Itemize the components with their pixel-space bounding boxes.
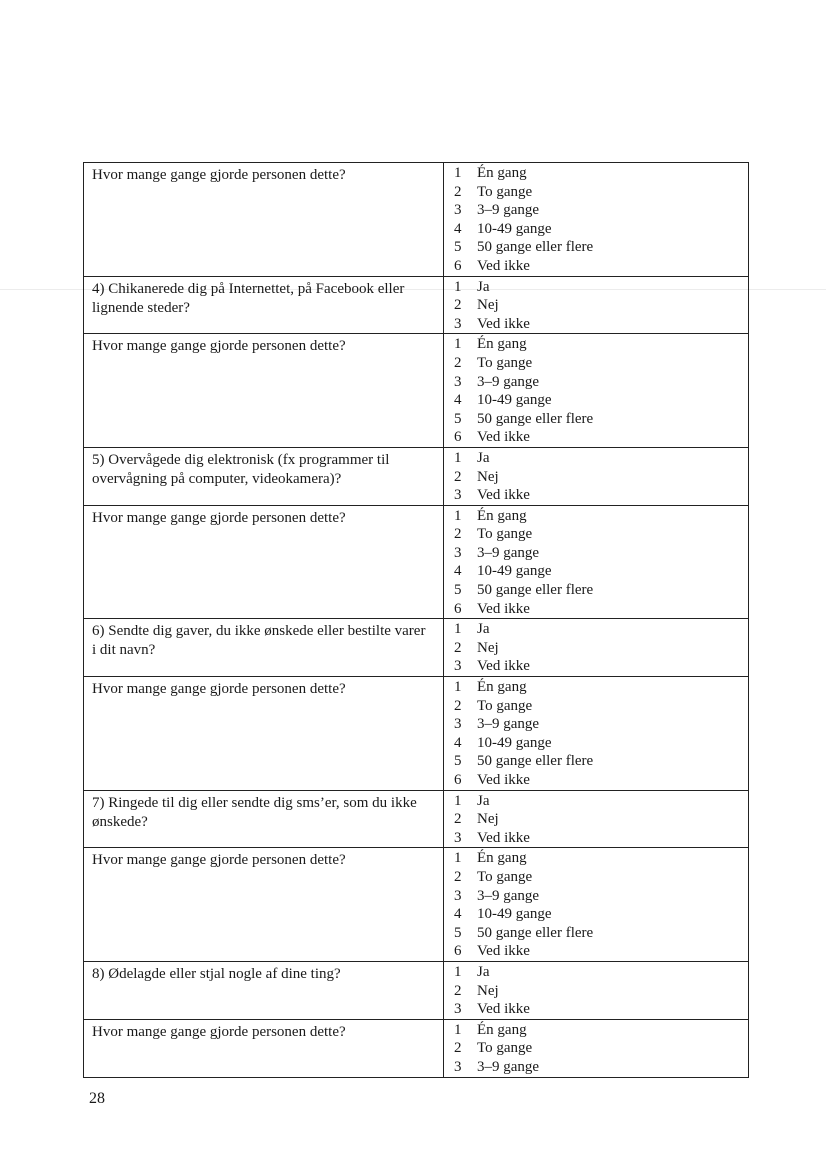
answer-option <box>454 697 748 716</box>
answer-option <box>454 639 748 658</box>
option-label: Nej <box>477 468 499 485</box>
answer-option <box>454 544 748 563</box>
question-text: Hvor mange gange gjorde personen dette? <box>84 505 444 619</box>
answer-option <box>454 963 748 982</box>
option-label: Ved ikke <box>477 943 530 960</box>
option-label: Ved ikke <box>477 257 530 274</box>
question-row <box>84 1019 749 1077</box>
question-text: 7) Ringede til dig eller sendte dig sms’er, som du ikke ønskede? <box>84 790 444 848</box>
question-row <box>84 163 749 277</box>
answer-options <box>444 677 749 791</box>
option-number: 4 <box>454 392 462 409</box>
option-number: 1 <box>454 1021 462 1038</box>
answer-option <box>454 468 748 487</box>
option-number: 3 <box>454 487 462 504</box>
question-row <box>84 276 749 334</box>
option-number: 3 <box>454 544 462 561</box>
option-label: 3–9 gange <box>477 544 540 561</box>
answer-options <box>444 276 749 334</box>
option-number: 2 <box>454 868 462 885</box>
question-row <box>84 961 749 1019</box>
option-number: 3 <box>454 315 462 332</box>
option-label: Ved ikke <box>477 658 530 675</box>
answer-option <box>454 829 748 848</box>
question-row <box>84 334 749 448</box>
option-label: To gange <box>477 526 533 543</box>
answer-option <box>454 562 748 581</box>
option-label: 10-49 gange <box>477 220 552 237</box>
option-label: 50 gange eller flere <box>477 582 594 599</box>
option-number: 1 <box>454 792 462 809</box>
answer-option <box>454 1039 748 1058</box>
question-row <box>84 790 749 848</box>
option-number: 6 <box>454 943 462 960</box>
option-number: 1 <box>454 165 462 181</box>
option-number: 1 <box>454 507 462 524</box>
option-number: 1 <box>454 679 462 696</box>
option-label: 50 gange eller flere <box>477 924 594 941</box>
option-number: 3 <box>454 658 462 675</box>
question-text: Hvor mange gange gjorde personen dette? <box>84 848 444 962</box>
question-row <box>84 447 749 505</box>
option-label: 3–9 gange <box>477 887 540 904</box>
option-label: Ja <box>477 621 490 638</box>
option-number: 3 <box>454 202 462 219</box>
question-text: Hvor mange gange gjorde personen dette? <box>84 163 444 277</box>
option-label: Nej <box>477 297 499 314</box>
option-number: 2 <box>454 982 462 999</box>
option-number: 6 <box>454 600 462 617</box>
option-number: 6 <box>454 257 462 274</box>
answer-options <box>444 848 749 962</box>
option-number: 1 <box>454 621 462 638</box>
option-label: 10-49 gange <box>477 392 552 409</box>
option-number: 3 <box>454 829 462 846</box>
option-number: 2 <box>454 811 462 828</box>
option-label: To gange <box>477 1040 533 1057</box>
option-label: Én gang <box>477 850 527 867</box>
option-label: 50 gange eller flere <box>477 239 594 256</box>
option-label: Ved ikke <box>477 600 530 617</box>
question-text: 4) Chikanerede dig på Internettet, på Facebook eller lignende steder? <box>84 276 444 334</box>
answer-option <box>454 373 748 392</box>
answer-option <box>454 734 748 753</box>
option-label: 3–9 gange <box>477 202 540 219</box>
answer-option <box>454 220 748 239</box>
answer-option <box>454 600 748 619</box>
answer-option <box>454 238 748 257</box>
page-number: 28 <box>89 1090 105 1107</box>
answer-option <box>454 924 748 943</box>
option-number: 1 <box>454 336 462 353</box>
option-label: 10-49 gange <box>477 563 552 580</box>
option-label: 10-49 gange <box>477 906 552 923</box>
option-label: Nej <box>477 811 499 828</box>
answer-option <box>454 183 748 202</box>
question-row <box>84 505 749 619</box>
option-number: 5 <box>454 410 462 427</box>
question-row <box>84 677 749 791</box>
option-label: Ved ikke <box>477 487 530 504</box>
option-number: 2 <box>454 183 462 200</box>
answer-option <box>454 771 748 790</box>
answer-option <box>454 887 748 906</box>
option-label: Ved ikke <box>477 1001 530 1018</box>
option-label: Én gang <box>477 336 527 353</box>
option-number: 5 <box>454 924 462 941</box>
option-label: Nej <box>477 982 499 999</box>
question-text: 5) Overvågede dig elektronisk (fx programmer til overvågning på computer, videokamera)? <box>84 447 444 505</box>
option-number: 3 <box>454 1058 462 1075</box>
answer-options <box>444 790 749 848</box>
option-number: 2 <box>454 354 462 371</box>
option-label: Ved ikke <box>477 772 530 788</box>
answer-option <box>454 849 748 868</box>
option-label: To gange <box>477 868 533 885</box>
option-number: 1 <box>454 850 462 867</box>
answer-option <box>454 525 748 544</box>
question-row <box>84 848 749 962</box>
answer-option <box>454 391 748 410</box>
answer-option <box>454 620 748 639</box>
answer-option <box>454 868 748 887</box>
answer-option <box>454 982 748 1001</box>
answer-option <box>454 715 748 734</box>
option-label: 50 gange eller flere <box>477 410 594 427</box>
option-number: 2 <box>454 297 462 314</box>
answer-option <box>454 678 748 697</box>
answer-options <box>444 447 749 505</box>
answer-options <box>444 961 749 1019</box>
option-number: 5 <box>454 239 462 256</box>
option-number: 2 <box>454 697 462 714</box>
option-label: 50 gange eller flere <box>477 753 594 770</box>
option-number: 2 <box>454 468 462 485</box>
option-label: 3–9 gange <box>477 1058 540 1075</box>
option-label: Ved ikke <box>477 315 530 332</box>
answer-options <box>444 334 749 448</box>
answer-option <box>454 752 748 771</box>
answer-option <box>454 792 748 811</box>
option-label: To gange <box>477 183 533 200</box>
answer-option <box>454 201 748 220</box>
option-number: 2 <box>454 639 462 656</box>
option-number: 6 <box>454 772 462 788</box>
answer-option <box>454 354 748 373</box>
answer-option <box>454 257 748 276</box>
option-label: Nej <box>477 639 499 656</box>
answer-option <box>454 486 748 505</box>
option-number: 2 <box>454 1040 462 1057</box>
option-label: 3–9 gange <box>477 716 540 733</box>
answer-option <box>454 449 748 468</box>
question-text: Hvor mange gange gjorde personen dette? <box>84 1019 444 1077</box>
answer-options <box>444 619 749 677</box>
option-number: 2 <box>454 526 462 543</box>
option-number: 1 <box>454 449 462 466</box>
answer-option <box>454 410 748 429</box>
question-text: Hvor mange gange gjorde personen dette? <box>84 334 444 448</box>
option-number: 6 <box>454 429 462 446</box>
option-number: 5 <box>454 753 462 770</box>
option-label: 3–9 gange <box>477 373 540 390</box>
answer-option <box>454 810 748 829</box>
option-label: To gange <box>477 354 533 371</box>
question-text: Hvor mange gange gjorde personen dette? <box>84 677 444 791</box>
answer-options <box>444 163 749 277</box>
option-number: 1 <box>454 278 462 295</box>
option-label: Ved ikke <box>477 429 530 446</box>
option-label: To gange <box>477 697 533 714</box>
answer-option <box>454 278 748 297</box>
answer-options <box>444 1019 749 1077</box>
option-number: 1 <box>454 963 462 980</box>
option-number: 4 <box>454 563 462 580</box>
answer-option <box>454 657 748 676</box>
questionnaire-table <box>83 162 749 1078</box>
option-label: Ved ikke <box>477 829 530 846</box>
question-row <box>84 619 749 677</box>
questionnaire-body <box>84 163 749 1078</box>
option-number: 5 <box>454 582 462 599</box>
answer-option <box>454 1000 748 1019</box>
option-number: 4 <box>454 734 462 751</box>
question-text: 6) Sendte dig gaver, du ikke ønskede eller bestilte varer i dit navn? <box>84 619 444 677</box>
option-label: Ja <box>477 449 490 466</box>
question-text: 8) Ødelagde eller stjal nogle af dine ting? <box>84 961 444 1019</box>
option-number: 4 <box>454 220 462 237</box>
answer-option <box>454 507 748 526</box>
answer-options <box>444 505 749 619</box>
option-number: 3 <box>454 887 462 904</box>
answer-option <box>454 581 748 600</box>
option-label: Ja <box>477 963 490 980</box>
answer-option <box>454 942 748 961</box>
option-label: Én gang <box>477 1021 527 1038</box>
answer-option <box>454 1058 748 1077</box>
option-label: 10-49 gange <box>477 734 552 751</box>
answer-option <box>454 315 748 334</box>
option-number: 3 <box>454 1001 462 1018</box>
answer-option <box>454 905 748 924</box>
answer-option <box>454 1021 748 1040</box>
option-number: 4 <box>454 906 462 923</box>
option-label: Ja <box>477 792 490 809</box>
option-number: 3 <box>454 373 462 390</box>
option-label: Ja <box>477 278 490 295</box>
answer-option <box>454 164 748 183</box>
option-label: Én gang <box>477 165 527 181</box>
answer-option <box>454 335 748 354</box>
option-number: 3 <box>454 716 462 733</box>
option-label: Én gang <box>477 679 527 696</box>
answer-option <box>454 428 748 447</box>
option-label: Én gang <box>477 507 527 524</box>
answer-option <box>454 296 748 315</box>
